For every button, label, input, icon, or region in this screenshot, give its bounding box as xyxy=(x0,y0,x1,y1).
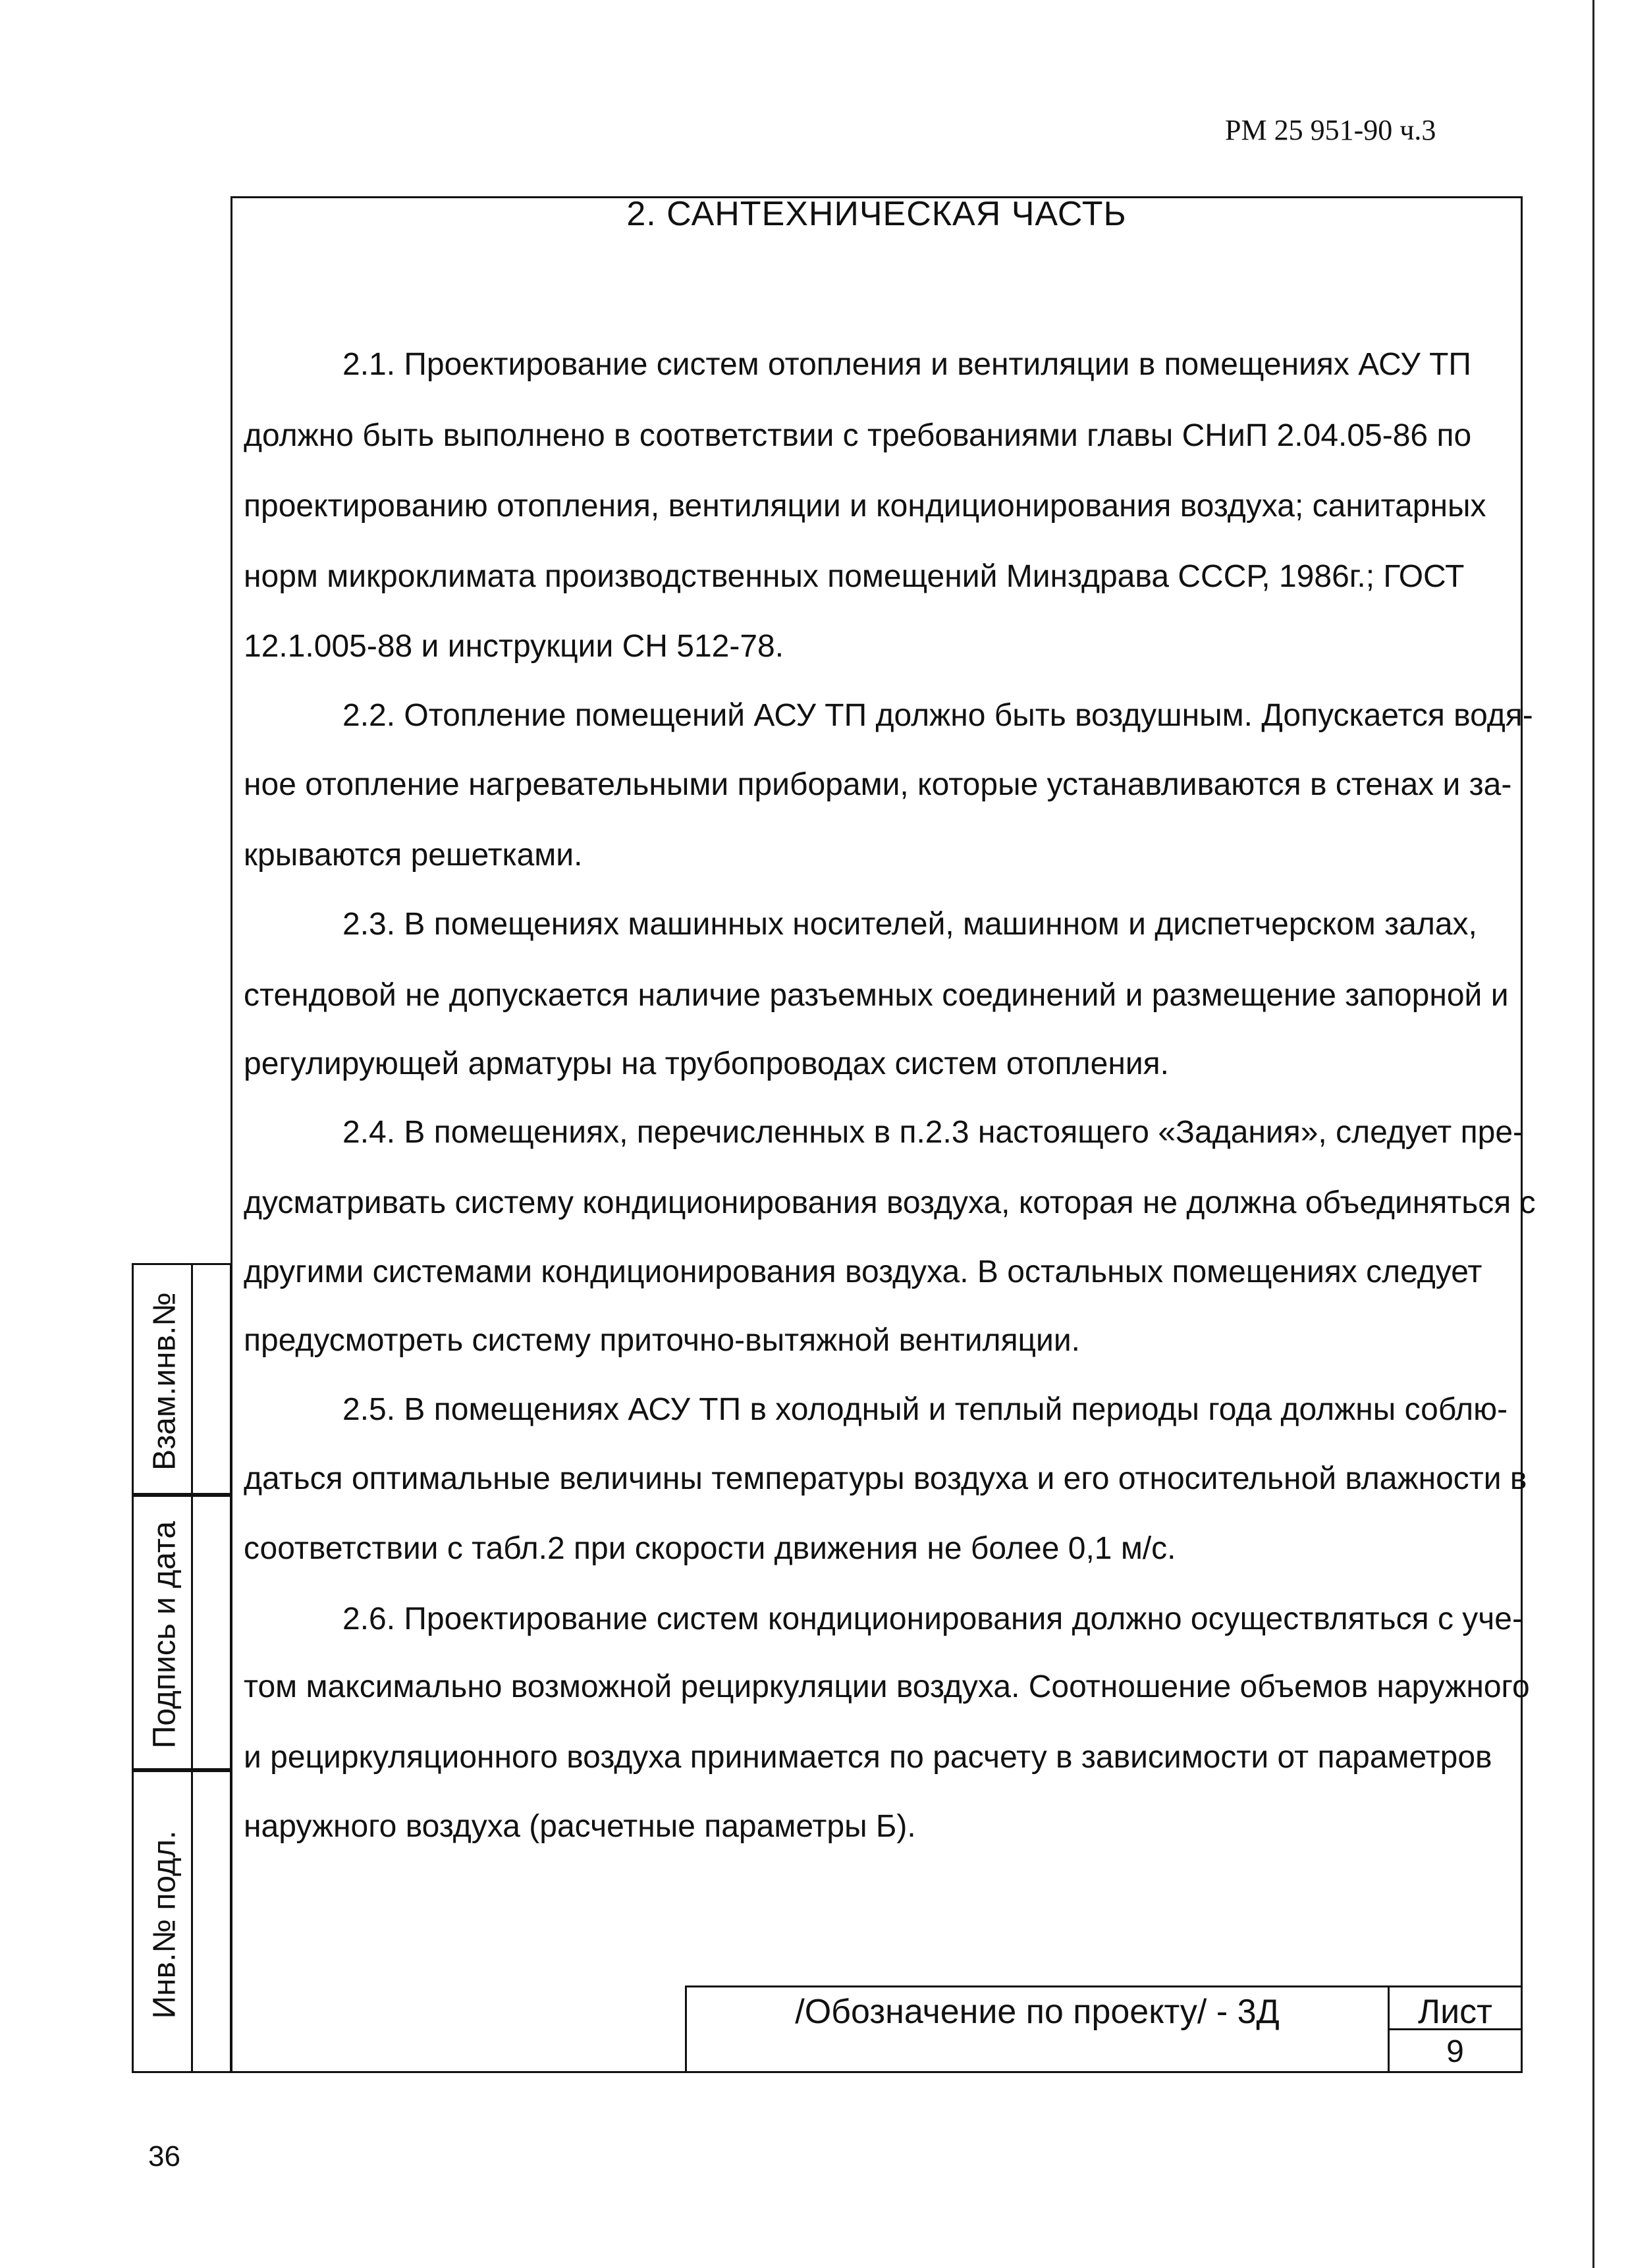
body-line: 12.1.005-88 и инструкции СН 512-78. xyxy=(244,629,784,664)
body-line: другими системами кондиционирования воздуха. В остальных помещениях следует xyxy=(244,1255,1482,1289)
body-line: даться оптимальные величины температуры воздуха и его относительной влажности в xyxy=(244,1461,1527,1496)
page-number: 36 xyxy=(148,2140,180,2173)
body-line: дусматривать систему кондиционирования воздуха, которая не должна объединяться с xyxy=(244,1185,1536,1220)
body-line: предусмотреть систему приточно-вытяжной вентиляции. xyxy=(244,1323,1081,1358)
body-line: проектированию отопления, вентиляции и кондиционирования воздуха; санитарных xyxy=(244,489,1486,524)
body-line: 2.3. В помещениях машинных носителей, машинном и диспетчерском залах, xyxy=(342,907,1477,942)
body-line: стендовой не допускается наличие разъемных соединений и размещение запорной и xyxy=(244,978,1509,1013)
side-inner-rule xyxy=(191,1263,193,2073)
sheet-label: Лист xyxy=(1418,1993,1492,2031)
body-line: наружного воздуха (расчетные параметры Б). xyxy=(244,1809,916,1844)
sheet-number: 9 xyxy=(1446,2034,1464,2069)
body-line: том максимально возможной рециркуляции воздуха. Соотношение объемов наружного xyxy=(244,1669,1530,1704)
body-line: норм микроклимата производственных помещений Минздрава СССР, 1986г.; ГОСТ xyxy=(244,559,1465,594)
body-line: должно быть выполнено в соответствии с требованиями главы СНиП 2.04.05-86 по xyxy=(244,418,1472,453)
body-line: регулирующей арматуры на трубопроводах систем отопления. xyxy=(244,1046,1170,1081)
body-line: ное отопление нагревательными приборами, которые устанавливаются в стенах и за- xyxy=(244,767,1512,802)
body-line: соответствии с табл.2 при скорости движения не более 0,1 м/с. xyxy=(244,1531,1176,1566)
side-label-inv-podl: Инв.№ подл. xyxy=(147,1830,182,2019)
body-line: 2.4. В помещениях, перечисленных в п.2.3 настоящего «Задания», следует пре- xyxy=(342,1115,1523,1150)
designation-text: /Обозначение по проекту/ - 3Д xyxy=(795,1993,1280,2031)
body-line: крываются решетками. xyxy=(244,838,583,873)
body-line: 2.5. В помещениях АСУ ТП в холодный и теплый периоды года должны соблю- xyxy=(342,1392,1508,1427)
section-title: 2. САНТЕХНИЧЕСКАЯ ЧАСТЬ xyxy=(626,195,1127,233)
body-line: 2.2. Отопление помещений АСУ ТП должно быть воздушным. Допускается водя- xyxy=(342,698,1533,733)
body-line: 2.1. Проектирование систем отопления и вентиляции в помещениях АСУ ТП xyxy=(342,347,1471,382)
side-label-podpis: Подпись и дата xyxy=(147,1521,182,1749)
right-edge-rule xyxy=(1592,0,1594,2268)
side-top-tick xyxy=(191,1263,232,1265)
side-label-vzam: Взам.инв.№ xyxy=(147,1292,182,1471)
document-code: РМ 25 951-90 ч.3 xyxy=(1225,114,1436,146)
body-line: и рециркуляционного воздуха принимается по расчету в зависимости от параметров xyxy=(244,1740,1492,1775)
body-line: 2.6. Проектирование систем кондиционирования должно осуществляться с уче- xyxy=(342,1602,1523,1636)
